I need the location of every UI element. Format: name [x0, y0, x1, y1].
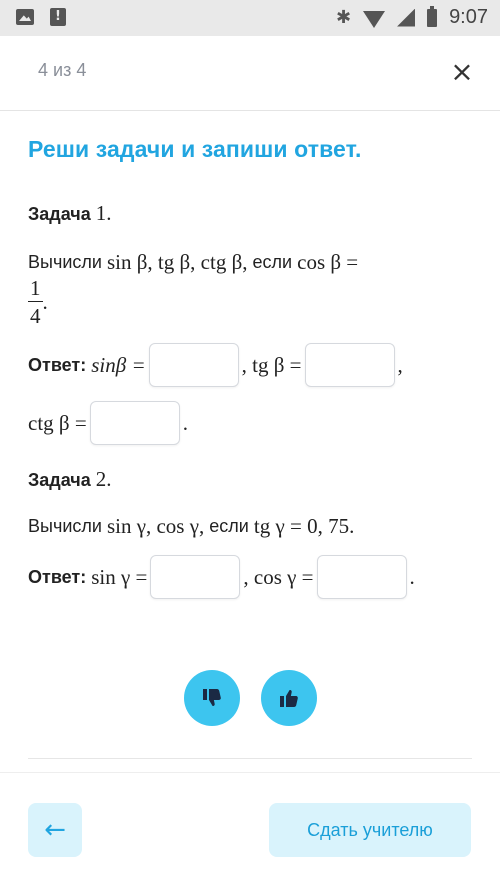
task2-answer-row: [28, 555, 473, 599]
task1-prompt: Вычисли: [28, 252, 102, 272]
answer-input-sin-gamma[interactable]: [150, 555, 240, 599]
answer-input-sin-beta[interactable]: [149, 343, 239, 387]
task1-number: 1.: [95, 201, 112, 225]
task1-expr: sin β, tg β, ctg β,: [106, 250, 248, 274]
battery-icon: [427, 9, 437, 27]
task2-answer-cos: , cos γ =: [243, 564, 314, 589]
page-title: Реши задачи и запиши ответ.: [28, 136, 362, 162]
task1-answer-row2: [28, 401, 473, 445]
task2-condition-expr: tg γ = 0, 75.: [253, 514, 355, 538]
task2-number: 2.: [95, 467, 112, 491]
bluetooth-icon: ✱: [335, 7, 352, 28]
task1-condition-expr: cos β =: [297, 250, 359, 274]
task1-answer-row: [28, 343, 473, 387]
thumbs-up-icon: [277, 686, 301, 710]
task1-title: [28, 201, 473, 226]
back-button[interactable]: [28, 803, 82, 857]
task2-prompt: Вычисли: [28, 516, 102, 536]
task2-answer-end: .: [409, 564, 415, 589]
answer-input-tg-beta[interactable]: [305, 343, 395, 387]
task1-answer-tg: , tg β =: [241, 352, 302, 377]
fraction-numerator: 1: [30, 276, 41, 300]
divider: [28, 758, 472, 759]
task1-answer-ctg: ctg β =: [28, 410, 87, 435]
status-time: 9:07: [449, 6, 488, 28]
task2-condition-word: если: [209, 516, 249, 536]
alert-icon: [50, 8, 66, 26]
status-bar: [0, 0, 500, 36]
back-arrow-icon: ←: [44, 815, 66, 845]
bottom-bar: [0, 772, 500, 889]
photo-icon: [16, 9, 34, 25]
task1-answer-sin: sinβ =: [91, 352, 146, 377]
task1-statement: [28, 248, 473, 276]
answer-input-cos-gamma[interactable]: [317, 555, 407, 599]
task-content: [28, 136, 473, 599]
task-counter: 4 из 4: [38, 60, 87, 80]
task2-answer-sin: sin γ =: [91, 564, 148, 589]
task2-statement: [28, 514, 473, 539]
fraction-denominator: 4: [30, 304, 41, 328]
task1-answer-label: Ответ:: [28, 354, 87, 375]
feedback-row: [0, 670, 500, 726]
task1-label: Задача: [28, 204, 91, 224]
task1-condition-word: если: [252, 252, 293, 272]
wifi-icon: [363, 11, 385, 28]
task1-fraction-line: [28, 278, 473, 327]
no-signal-icon: [397, 9, 415, 27]
task2-expr: sin γ, cos γ,: [106, 514, 205, 538]
like-button[interactable]: [261, 670, 317, 726]
task1-fraction: [28, 278, 43, 327]
task1-answer-end: .: [182, 410, 188, 435]
top-bar: [0, 36, 500, 111]
task2-label: Задача: [28, 470, 91, 490]
task2-answer-label: Ответ:: [28, 566, 87, 587]
task1-end: .: [42, 290, 48, 314]
answer-input-ctg-beta[interactable]: [90, 401, 180, 445]
task1-answer-comma: ,: [397, 352, 403, 377]
dislike-button[interactable]: [184, 670, 240, 726]
task2-title: [28, 467, 473, 492]
close-button[interactable]: ×: [450, 55, 474, 88]
thumbs-down-icon: [200, 686, 224, 710]
submit-to-teacher-button[interactable]: Сдать учителю: [269, 803, 471, 857]
